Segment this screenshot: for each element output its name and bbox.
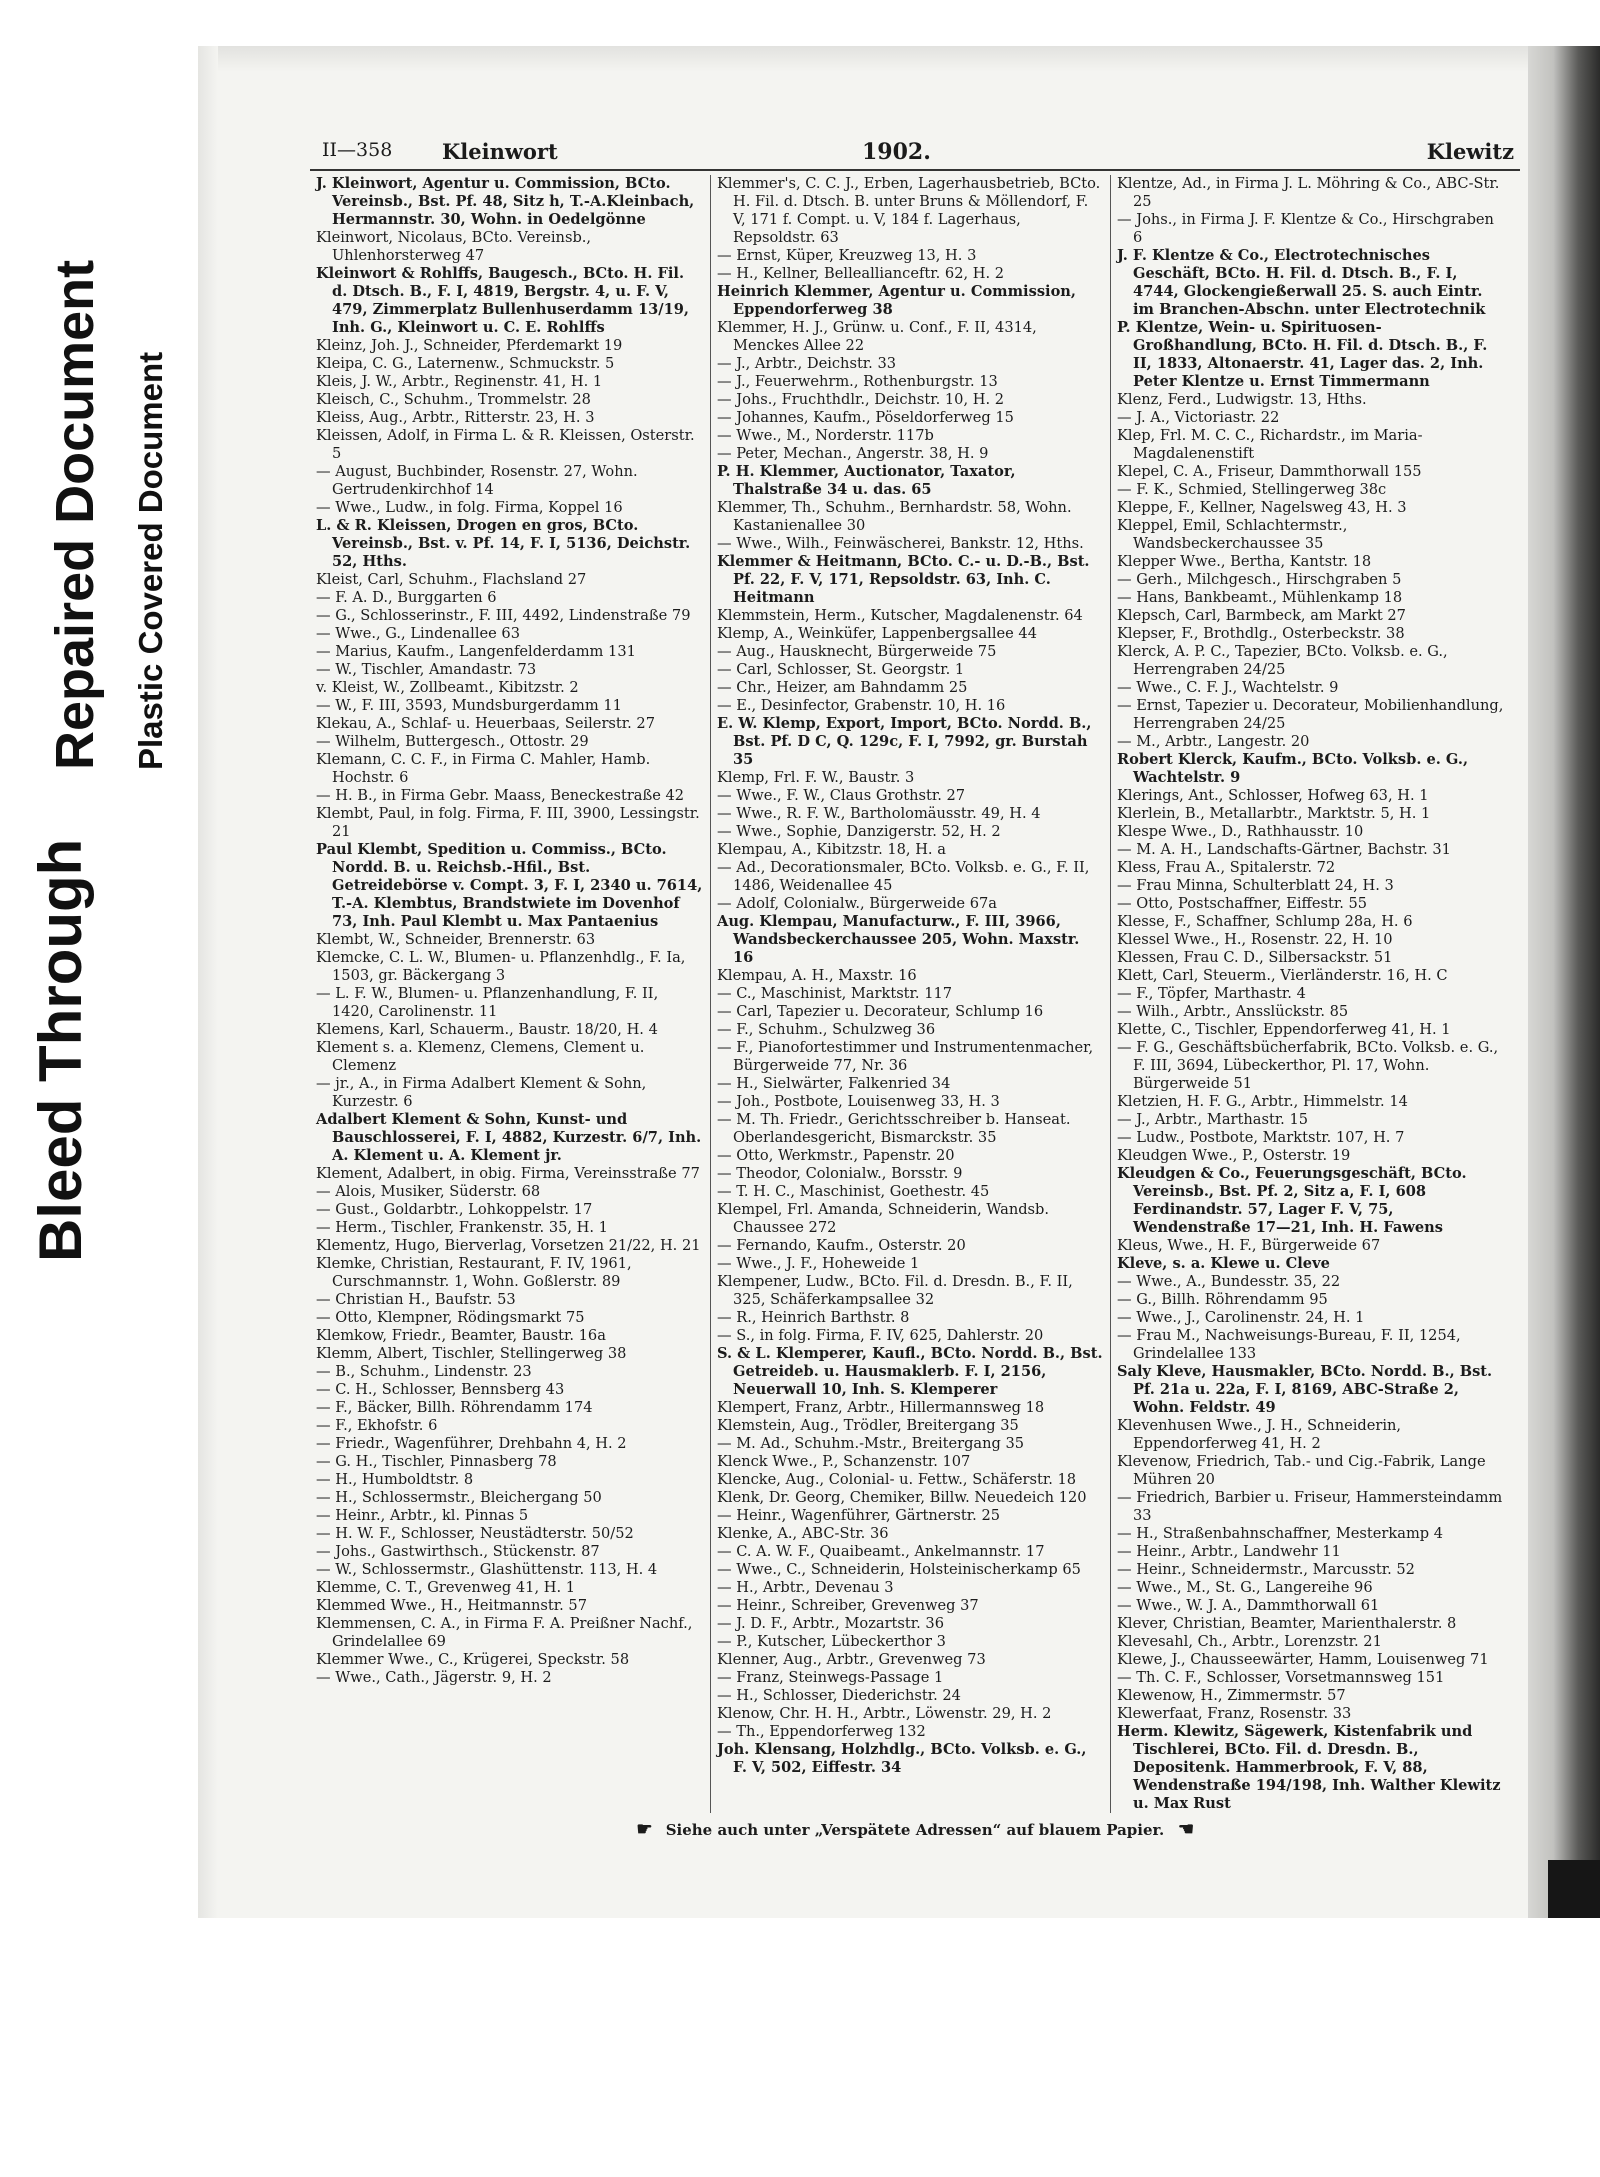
directory-entry: — Heinr., Arbtr., Landwehr 11 xyxy=(1117,1543,1341,1560)
directory-entry: — Wwe., M., St. G., Langereihe 96 xyxy=(1117,1579,1373,1596)
directory-entry: — F. G., Geschäftsbücherfabrik, BCto. Volksb. e. G., F. III, 3694, Lübeckerthor, Pl. 17, Wohn. Bürgerweide 51 xyxy=(1117,1039,1499,1092)
directory-entry: Klespe Wwe., D., Rathhausstr. 10 xyxy=(1117,823,1364,840)
directory-entry: J. Kleinwort, Agentur u. Commission, BCto. Vereinsb., Bst. Pf. 48, Sitz h, T.-A.Kleinbach, Hermannstr. 30, Wohn. in Oedelgönne xyxy=(316,175,695,228)
directory-entry: — Wwe., Wilh., Feinwäscherei, Bankstr. 12, Hths. xyxy=(717,535,1084,552)
directory-entry: Kleppe, F., Kellner, Nagelsweg 43, H. 3 xyxy=(1117,499,1407,516)
directory-entry: P. Klentze, Wein- u. Spirituosen-Großhandlung, BCto. H. Fil. d. Dtsch. B., F. II, 1833, Altonaerstr. 41, Lager das. 2, Inh. Peter Klentze u. Ernst Timmermann xyxy=(1117,319,1488,390)
directory-entry: — Herm., Tischler, Frankenstr. 35, H. 1 xyxy=(316,1219,608,1236)
directory-entry: — F. A. D., Burggarten 6 xyxy=(316,589,497,606)
directory-entry: Kleudgen & Co., Feuerungsgeschäft, BCto. Vereinsb., Bst. Pf. 2, Sitz a, F. I, 608 Ferdinandstr. 57, Lager F. V, 75, Wendenstraße 17—21, Inh. H. Fawens xyxy=(1117,1165,1467,1236)
scan-edge-top xyxy=(198,46,1600,72)
directory-entry: Klerlein, B., Metallarbtr., Marktstr. 5, H. 1 xyxy=(1117,805,1431,822)
header-keyword-left: Kleinwort xyxy=(442,139,558,164)
directory-entry: — H., Arbtr., Devenau 3 xyxy=(717,1579,894,1596)
directory-entry: Klenk, Dr. Georg, Chemiker, Billw. Neuedeich 120 xyxy=(717,1489,1087,1506)
directory-entry: — August, Buchbinder, Rosenstr. 27, Wohn. Gertrudenkirchhof 14 xyxy=(316,463,638,498)
directory-entry: Klevenow, Friedrich, Tab.- und Cig.-Fabrik, Lange Mühren 20 xyxy=(1117,1453,1486,1488)
directory-entry: — J., Arbtr., Deichstr. 33 xyxy=(717,355,897,372)
directory-entry: Kleiss, Aug., Arbtr., Ritterstr. 23, H. 3 xyxy=(316,409,595,426)
directory-entry: — J., Arbtr., Marthastr. 15 xyxy=(1117,1111,1309,1128)
directory-page xyxy=(310,135,1520,1840)
directory-entry: Kleinwort, Nicolaus, BCto. Vereinsb., Uhlenhorsterweg 47 xyxy=(316,229,592,264)
directory-entry: — S., in folg. Firma, F. IV, 625, Dahlerstr. 20 xyxy=(717,1327,1044,1344)
directory-entry: — Wwe., Sophie, Danzigerstr. 52, H. 2 xyxy=(717,823,1001,840)
directory-entry: — W., F. III, 3593, Mundsburgerdamm 11 xyxy=(316,697,622,714)
directory-entry: — Gerh., Milchgesch., Hirschgraben 5 xyxy=(1117,571,1402,588)
directory-entry: — Wwe., J. F., Hoheweide 1 xyxy=(717,1255,920,1272)
directory-entry: — F., Ekhofstr. 6 xyxy=(316,1417,438,1434)
directory-entry: Klemke, Christian, Restaurant, F. IV, 1961, Curschmannstr. 1, Wohn. Goßlerstr. 89 xyxy=(316,1255,632,1290)
pointing-hand-icon: ☛ xyxy=(1177,1819,1194,1840)
directory-entry: Klemstein, Aug., Trödler, Breitergang 35 xyxy=(717,1417,1019,1434)
header-year: 1902. xyxy=(862,139,931,165)
bleed-through-label: Bleed Through xyxy=(27,838,94,1262)
directory-entry: — H., Kellner, Belleallianceftr. 62, H. 2 xyxy=(717,265,1005,282)
directory-entry: — R., Heinrich Barthstr. 8 xyxy=(717,1309,910,1326)
directory-entry: Kleis, J. W., Arbtr., Reginenstr. 41, H. 1 xyxy=(316,373,603,390)
directory-entry: — Otto, Klempner, Rödingsmarkt 75 xyxy=(316,1309,585,1326)
directory-entry: Klewenow, H., Zimmermstr. 57 xyxy=(1117,1687,1346,1704)
directory-entry: Klessen, Frau C. D., Silbersackstr. 51 xyxy=(1117,949,1393,966)
directory-entry: — G. H., Tischler, Pinnasberg 78 xyxy=(316,1453,557,1470)
directory-entry: — J., Feuerwehrm., Rothenburgstr. 13 xyxy=(717,373,998,390)
directory-column-3 xyxy=(1110,175,1510,1813)
directory-entry: E. W. Klemp, Export, Import, BCto. Nordd. B., Bst. Pf. D C, Q. 129c, F. I, 7992, gr. Burstah 35 xyxy=(717,715,1092,768)
directory-entry: — Otto, Werkmstr., Papenstr. 20 xyxy=(717,1147,955,1164)
directory-entry: — L. F. W., Blumen- u. Pflanzenhandlung, F. II, 1420, Carolinenstr. 11 xyxy=(316,985,659,1020)
directory-entry: S. & L. Klemperer, Kaufl., BCto. Nordd. B., Bst. Getreidеb. u. Hausmaklerb. F. I, 2156, Neuerwall 10, Inh. S. Klemperer xyxy=(717,1345,1103,1398)
directory-entry: Klemmstein, Herm., Kutscher, Magdalenenstr. 64 xyxy=(717,607,1083,624)
directory-entry: — H., Schlossermstr., Bleichergang 50 xyxy=(316,1489,602,1506)
directory-entry: Klemmer, Th., Schuhm., Bernhardstr. 58, Wohn. Kastanienallee 30 xyxy=(717,499,1072,534)
pointing-hand-icon: ☛ xyxy=(636,1819,653,1840)
directory-entry: Klessel Wwe., H., Rosenstr. 22, H. 10 xyxy=(1117,931,1393,948)
directory-entry: — Wwe., A., Bundesstr. 35, 22 xyxy=(1117,1273,1341,1290)
directory-entry: — Heinr., Arbtr., kl. Pinnas 5 xyxy=(316,1507,529,1524)
scan-binding-shadow xyxy=(1528,46,1600,1918)
directory-entry: Kleisch, C., Schuhm., Trommelstr. 28 xyxy=(316,391,591,408)
directory-entry: — Frau M., Nachweisungs-Bureau, F. II, 1254, Grindelallee 133 xyxy=(1117,1327,1461,1362)
directory-entry: — Franz, Steinwegs-Passage 1 xyxy=(717,1669,944,1686)
page-number: II—358 xyxy=(322,139,393,161)
directory-entry: — F. K., Schmied, Stellingerweg 38c xyxy=(1117,481,1387,498)
directory-entry: Kleppel, Emil, Schlachtermstr., Wandsbeckerchaussee 35 xyxy=(1117,517,1348,552)
directory-entry: Klempau, A., Kibitzstr. 18, H. a xyxy=(717,841,946,858)
directory-entry: — Wwe., C., Schneiderin, Holsteinischerkamp 65 xyxy=(717,1561,1081,1578)
directory-entry: — E., Desinfector, Grabenstr. 10, H. 16 xyxy=(717,697,1006,714)
directory-entry: Klemmer, H. J., Grünw. u. Conf., F. II, 4314, Menckes Allee 22 xyxy=(717,319,1037,354)
directory-entry: Kleinwort & Rohlffs, Baugesch., BCto. H. Fil. d. Dtsch. B., F. I, 4819, Bergstr. 4, u. F. V, 479, Zimmerplatz Bullenhuserdamm 13/19, Inh. G., Kleinwort u. C. E. Rohlffs xyxy=(316,265,689,336)
directory-entry: Klett, Carl, Steuerm., Vierländerstr. 16, H. C xyxy=(1117,967,1448,984)
directory-entry: Aug. Klempau, Manufacturw., F. III, 3966, Wandsbeckerchaussee 205, Wohn. Maxstr. 16 xyxy=(717,913,1080,966)
directory-entry: Klerck, A. P. C., Tapezier, BCto. Volksb. e. G., Herrengraben 24/25 xyxy=(1117,643,1448,678)
directory-entry: — Wwe., J., Carolinenstr. 24, H. 1 xyxy=(1117,1309,1365,1326)
directory-entry: — Ernst, Tapezier u. Decorateur, Mobilienhandlung, Herrengraben 24/25 xyxy=(1117,697,1504,732)
directory-entry: — Alois, Musiker, Süderstr. 68 xyxy=(316,1183,541,1200)
directory-entry: — Wwe., Ludw., in folg. Firma, Koppel 16 xyxy=(316,499,623,516)
directory-entry: — Johannes, Kaufm., Pöseldorferweg 15 xyxy=(717,409,1014,426)
directory-entry: — H. W. F., Schlosser, Neustädterstr. 50/52 xyxy=(316,1525,634,1542)
directory-entry: — Friedr., Wagenführer, Drehbahn 4, H. 2 xyxy=(316,1435,627,1452)
directory-entry: L. & R. Kleissen, Drogen en gros, BCto. Vereinsb., Bst. v. Pf. 14, F. I, 5136, Deichstr. 52, Hths. xyxy=(316,517,691,570)
directory-entry: Kleinz, Joh. J., Schneider, Pferdemarkt 19 xyxy=(316,337,623,354)
directory-entry: — F., Pianofortestimmer und Instrumentenmacher, Bürgerweide 77, Nr. 36 xyxy=(717,1039,1094,1074)
directory-entry: Klemann, C. C. F., in Firma C. Mahler, Hamb. Hochstr. 6 xyxy=(316,751,651,786)
directory-entry: — Hans, Bankbeamt., Mühlenkamp 18 xyxy=(1117,589,1403,606)
directory-entry: Klesse, F., Schaffner, Schlump 28a, H. 6 xyxy=(1117,913,1413,930)
directory-entry: Kleipa, C. G., Laternenw., Schmuckstr. 5 xyxy=(316,355,615,372)
directory-entry: — Friedrich, Barbier u. Friseur, Hammersteindamm 33 xyxy=(1117,1489,1503,1524)
directory-entry: Klep, Frl. M. C. C., Richardstr., im Maria-Magdalenenstift xyxy=(1117,427,1423,462)
directory-entry: Klemmer Wwe., C., Krügerei, Speckstr. 58 xyxy=(316,1651,630,1668)
directory-entry: — Frau Minna, Schulterblatt 24, H. 3 xyxy=(1117,877,1394,894)
directory-entry: Klevesahl, Ch., Arbtr., Lorenzstr. 21 xyxy=(1117,1633,1382,1650)
directory-entry: — Heinr., Schneidermstr., Marcusstr. 52 xyxy=(1117,1561,1415,1578)
directory-entry: — Chr., Heizer, am Bahndamm 25 xyxy=(717,679,968,696)
directory-entry: Klever, Christian, Beamter, Marienthalerstr. 8 xyxy=(1117,1615,1457,1632)
directory-entry: — J. D. F., Arbtr., Mozartstr. 36 xyxy=(717,1615,944,1632)
directory-entry: — Joh., Postbote, Louisenweg 33, H. 3 xyxy=(717,1093,1000,1110)
directory-entry: — Wilhelm, Buttergesch., Ottostr. 29 xyxy=(316,733,589,750)
directory-entry: Klembt, Paul, in folg. Firma, F. III, 3900, Lessingstr. 21 xyxy=(316,805,700,840)
directory-column-2 xyxy=(710,175,1110,1813)
directory-entry: Klette, C., Tischler, Eppendorferweg 41, H. 1 xyxy=(1117,1021,1451,1038)
directory-entry: — H., Straßenbahnschaffner, Mesterkamp 4 xyxy=(1117,1525,1444,1542)
directory-entry: Klentze, Ad., in Firma J. L. Möhring & Co., ABC-Str. 25 xyxy=(1117,175,1500,210)
directory-entry: — Fernando, Kaufm., Osterstr. 20 xyxy=(717,1237,966,1254)
directory-entry: Klekau, A., Schlaf- u. Heuerbaas, Seilerstr. 27 xyxy=(316,715,655,732)
directory-entry: Robert Klerck, Kaufm., BCto. Volksb. e. G., Wachtelstr. 9 xyxy=(1117,751,1469,786)
directory-entry: — M. Th. Friedr., Gerichtsschreiber b. Hanseat. Oberlandesgericht, Bismarckstr. 35 xyxy=(717,1111,1071,1146)
plastic-covered-label: Plastic Covered Document xyxy=(132,351,169,770)
directory-entry: — B., Schuhm., Lindenstr. 23 xyxy=(316,1363,532,1380)
directory-entry: Klemcke, C. L. W., Blumen- u. Pflanzenhdlg., F. Ia, 1503, gr. Bäckergang 3 xyxy=(316,949,686,984)
directory-entry: Klempel, Frl. Amanda, Schneiderin, Wandsb. Chaussee 272 xyxy=(717,1201,1050,1236)
directory-entry: Klemme, C. T., Grevenweg 41, H. 1 xyxy=(316,1579,576,1596)
directory-entry: — H., Sielwärter, Falkenried 34 xyxy=(717,1075,951,1092)
directory-entry: Kless, Frau A., Spitalerstr. 72 xyxy=(1117,859,1336,876)
scan-edge-left xyxy=(198,46,218,1918)
directory-entry: Klemmed Wwe., H., Heitmannstr. 57 xyxy=(316,1597,587,1614)
directory-entry: — P., Kutscher, Lübeckerthor 3 xyxy=(717,1633,946,1650)
directory-entry: — Wwe., F. W., Claus Grothstr. 27 xyxy=(717,787,966,804)
directory-entry: — F., Schuhm., Schulzweg 36 xyxy=(717,1021,936,1038)
directory-entry: — M., Arbtr., Langestr. 20 xyxy=(1117,733,1310,750)
directory-entry: Heinrich Klemmer, Agentur u. Commission, Eppendorferweg 38 xyxy=(717,283,1077,318)
directory-entry: Paul Klembt, Spedition u. Commiss., BCto. Nordd. B. u. Reichsb.-Hfil., Bst. Getreidebörse v. Compt. 3, F. I, 2340 u. 7614, T.-A. Klembtus, Brandstwiete im Dovenhof 73, Inh. Paul Klembt u. Max Pantaenius xyxy=(316,841,703,930)
directory-entry: Kleudgen Wwe., P., Osterstr. 19 xyxy=(1117,1147,1351,1164)
repaired-document-label: Repaired Document xyxy=(45,259,105,770)
directory-entry: Klenow, Chr. H. H., Arbtr., Löwenstr. 29, H. 2 xyxy=(717,1705,1052,1722)
directory-entry: — Theodor, Colonialw., Borsstr. 9 xyxy=(717,1165,963,1182)
directory-entry: Klerings, Ant., Schlosser, Hofweg 63, H. 1 xyxy=(1117,787,1429,804)
directory-entry: — G., Billh. Röhrendamm 95 xyxy=(1117,1291,1328,1308)
directory-entry: — F., Töpfer, Marthastr. 4 xyxy=(1117,985,1306,1002)
directory-entry: P. H. Klemmer, Auctionator, Taxator, Thalstraße 34 u. das. 65 xyxy=(717,463,1016,498)
directory-entry: Herm. Klewitz, Sägewerk, Kistenfabrik und Tischlerei, BCto. Fil. d. Dresdn. B., Depositenk. Hammerbrook, F. V, 88, Wendenstraße 194/198, Inh. Walther Klewitz u. Max Rust xyxy=(1117,1723,1501,1812)
directory-entry: Klempau, A. H., Maxstr. 16 xyxy=(717,967,917,984)
directory-entry: — H., Humboldtstr. 8 xyxy=(316,1471,474,1488)
page-header xyxy=(310,135,1520,171)
directory-entry: Klemkow, Friedr., Beamter, Baustr. 16a xyxy=(316,1327,606,1344)
directory-entry: Adalbert Klement & Sohn, Kunst- und Bauschlosserei, F. I, 4882, Kurzestr. 6/7, Inh. A. Klement u. A. Klement jr. xyxy=(316,1111,702,1164)
footer-note: Siehe auch unter „Verspätete Adressen“ auf blauem Papier. xyxy=(665,1821,1165,1839)
directory-entry: — Johs., Fruchthdlr., Deichstr. 10, H. 2 xyxy=(717,391,1005,408)
directory-entry: Klevenhusen Wwe., J. H., Schneiderin, Eppendorferweg 41, H. 2 xyxy=(1117,1417,1402,1452)
directory-entry: — C., Maschinist, Marktstr. 117 xyxy=(717,985,953,1002)
directory-entry: — Carl, Tapezier u. Decorateur, Schlump 16 xyxy=(717,1003,1044,1020)
directory-entry: Klewe, J., Chausseewärter, Hamm, Louisenweg 71 xyxy=(1117,1651,1489,1668)
directory-entry: Saly Kleve, Hausmakler, BCto. Nordd. B., Bst. Pf. 21a u. 22a, F. I, 8169, ABC-Straße 2, Wohn. Feldstr. 49 xyxy=(1117,1363,1493,1416)
directory-entry: Klencke, Aug., Colonial- u. Fettw., Schäferstr. 18 xyxy=(717,1471,1077,1488)
directory-column-1 xyxy=(310,175,710,1813)
directory-entry: — Wwe., W. J. A., Dammthorwall 61 xyxy=(1117,1597,1380,1614)
directory-entry: — Aug., Hausknecht, Bürgerweide 75 xyxy=(717,643,997,660)
directory-entry: Klement, Adalbert, in obig. Firma, Vereinsstraße 77 xyxy=(316,1165,700,1182)
directory-entry: Klemmensen, C. A., in Firma F. A. Preißner Nachf., Grindelallee 69 xyxy=(316,1615,693,1650)
directory-entry: — Marius, Kaufm., Langenfelderdamm 131 xyxy=(316,643,636,660)
directory-entry: — Peter, Mechan., Angerstr. 38, H. 9 xyxy=(717,445,989,462)
directory-entry: Klepel, C. A., Friseur, Dammthorwall 155 xyxy=(1117,463,1422,480)
directory-entry: — W., Tischler, Amandastr. 73 xyxy=(316,661,537,678)
directory-entry: Klemm, Albert, Tischler, Stellingerweg 38 xyxy=(316,1345,627,1362)
directory-entry: Klemens, Karl, Schauerm., Baustr. 18/20, H. 4 xyxy=(316,1021,658,1038)
directory-entry: — Adolf, Colonialw., Bürgerweide 67a xyxy=(717,895,997,912)
directory-entry: — Heinr., Wagenführer, Gärtnerstr. 25 xyxy=(717,1507,1001,1524)
directory-entry: — M. Ad., Schuhm.-Mstr., Breitergang 35 xyxy=(717,1435,1025,1452)
directory-entry: Kleissen, Adolf, in Firma L. & R. Kleissen, Osterstr. 5 xyxy=(316,427,695,462)
directory-entry: Klepsch, Carl, Barmbeck, am Markt 27 xyxy=(1117,607,1406,624)
directory-entry: Klemp, A., Weinküfer, Lappenbergsallee 44 xyxy=(717,625,1037,642)
directory-entry: — T. H. C., Maschinist, Goethestr. 45 xyxy=(717,1183,990,1200)
directory-entry: Klemp, Frl. F. W., Baustr. 3 xyxy=(717,769,915,786)
header-keyword-right: Klewitz xyxy=(1426,139,1514,164)
directory-entry: — Th., Eppendorferweg 132 xyxy=(717,1723,926,1740)
directory-entry: — Carl, Schlosser, St. Georgstr. 1 xyxy=(717,661,965,678)
directory-entry: Klenke, A., ABC-Str. 36 xyxy=(717,1525,889,1542)
directory-entry: — C. A. W. F., Quaibeamt., Ankelmannstr. 17 xyxy=(717,1543,1045,1560)
directory-entry: — Christian H., Baufstr. 53 xyxy=(316,1291,516,1308)
directory-entry: — Wwe., Cath., Jägerstr. 9, H. 2 xyxy=(316,1669,552,1686)
page-footer xyxy=(310,1819,1520,1840)
directory-entry: — M. A. H., Landschafts-Gärtner, Bachstr. 31 xyxy=(1117,841,1451,858)
directory-entry: — Johs., Gastwirthsch., Stückenstr. 87 xyxy=(316,1543,600,1560)
directory-entry: — Wwe., R. F. W., Bartholomäusstr. 49, H. 4 xyxy=(717,805,1041,822)
directory-entry: — Ernst, Küper, Kreuzweg 13, H. 3 xyxy=(717,247,977,264)
scan-corner xyxy=(1548,1860,1600,1918)
directory-entry: — W., Schlossermstr., Glashüttenstr. 113, H. 4 xyxy=(316,1561,658,1578)
directory-entry: — Ludw., Postbote, Marktstr. 107, H. 7 xyxy=(1117,1129,1405,1146)
directory-entry: — C. H., Schlosser, Bennsberg 43 xyxy=(316,1381,565,1398)
directory-entry: Klenz, Ferd., Ludwigstr. 13, Hths. xyxy=(1117,391,1367,408)
directory-entry: — Wwe., M., Norderstr. 117b xyxy=(717,427,934,444)
directory-entry: — Th. C. F., Schlosser, Vorsetmannsweg 151 xyxy=(1117,1669,1445,1686)
directory-entry: Klempert, Franz, Arbtr., Hillermannsweg 18 xyxy=(717,1399,1045,1416)
directory-entry: — Johs., in Firma J. F. Klentze & Co., Hirschgraben 6 xyxy=(1117,211,1494,246)
directory-entry: Klempener, Ludw., BCto. Fil. d. Dresdn. B., F. II, 325, Schäferkampsallee 32 xyxy=(717,1273,1073,1308)
directory-entry: Klement s. a. Klemenz, Clemens, Clement u. Clemenz xyxy=(316,1039,645,1074)
directory-entry: — Otto, Postschaffner, Eiffestr. 55 xyxy=(1117,895,1368,912)
directory-entry: Klemmer's, C. C. J., Erben, Lagerhausbetrieb, BCto. H. Fil. d. Dtsch. B. unter Bruns & Möllendorf, F. V, 171 f. Compt. u. V, 184 f. Lagerhaus, Repsoldstr. 63 xyxy=(717,175,1101,246)
directory-entry: Kleve, s. a. Klewe u. Cleve xyxy=(1117,1255,1330,1272)
directory-entry: Klepper Wwe., Bertha, Kantstr. 18 xyxy=(1117,553,1372,570)
directory-entry: J. F. Klentze & Co., Electrotechnisches Geschäft, BCto. H. Fil. d. Dtsch. B., F. I, 4744, Glockengießerwall 25. S. auch Eintr. im Branchen-Abschn. unter Electrotechnik xyxy=(1117,247,1486,318)
directory-entry: Klepser, F., Brothdlg., Osterbeckstr. 38 xyxy=(1117,625,1405,642)
directory-entry: — jr., A., in Firma Adalbert Klement & Sohn, Kurzestr. 6 xyxy=(316,1075,647,1110)
directory-entry: — J. A., Victoriastr. 22 xyxy=(1117,409,1280,426)
directory-entry: Klewerfaat, Franz, Rosenstr. 33 xyxy=(1117,1705,1352,1722)
directory-entry: Joh. Klensang, Holzhdlg., BCto. Volksb. e. G., F. V, 502, Eiffestr. 34 xyxy=(717,1741,1087,1776)
directory-entry: — Wilh., Arbtr., Ansslückstr. 85 xyxy=(1117,1003,1349,1020)
directory-entry: Klenck Wwe., P., Schanzenstr. 107 xyxy=(717,1453,971,1470)
directory-entry: Klemmer & Heitmann, BCto. C.- u. D.-B., Bst. Pf. 22, F. V, 171, Repsoldstr. 63, Inh. C. Heitmann xyxy=(717,553,1090,606)
directory-entry: Klementz, Hugo, Bierverlag, Vorsetzen 21/22, H. 21 xyxy=(316,1237,701,1254)
directory-entry: — F., Bäcker, Billh. Röhrendamm 174 xyxy=(316,1399,593,1416)
directory-entry: Klembt, W., Schneider, Brennerstr. 63 xyxy=(316,931,596,948)
directory-entry: — G., Schlosserinstr., F. III, 4492, Lindenstraße 79 xyxy=(316,607,691,624)
directory-entry: — Ad., Decorationsmaler, BCto. Volksb. e. G., F. II, 1486, Weidenallee 45 xyxy=(717,859,1090,894)
directory-entry: — H. B., in Firma Gebr. Maass, Beneckestraße 42 xyxy=(316,787,685,804)
directory-entry: v. Kleist, W., Zollbeamt., Kibitzstr. 2 xyxy=(316,679,579,696)
directory-entry: — Gust., Goldarbtr., Lohkoppelstr. 17 xyxy=(316,1201,593,1218)
directory-entry: Kleus, Wwe., H. F., Bürgerweide 67 xyxy=(1117,1237,1381,1254)
directory-entry: Kleist, Carl, Schuhm., Flachsland 27 xyxy=(316,571,587,588)
directory-columns xyxy=(310,175,1520,1813)
directory-entry: — Heinr., Schreiber, Grevenweg 37 xyxy=(717,1597,979,1614)
directory-entry: Klenner, Aug., Arbtr., Grevenweg 73 xyxy=(717,1651,986,1668)
directory-entry: — Wwe., C. F. J., Wachtelstr. 9 xyxy=(1117,679,1339,696)
directory-entry: — Wwe., G., Lindenallee 63 xyxy=(316,625,520,642)
directory-entry: — H., Schlosser, Diederichstr. 24 xyxy=(717,1687,961,1704)
directory-entry: Kletzien, H. F. G., Arbtr., Himmelstr. 14 xyxy=(1117,1093,1408,1110)
